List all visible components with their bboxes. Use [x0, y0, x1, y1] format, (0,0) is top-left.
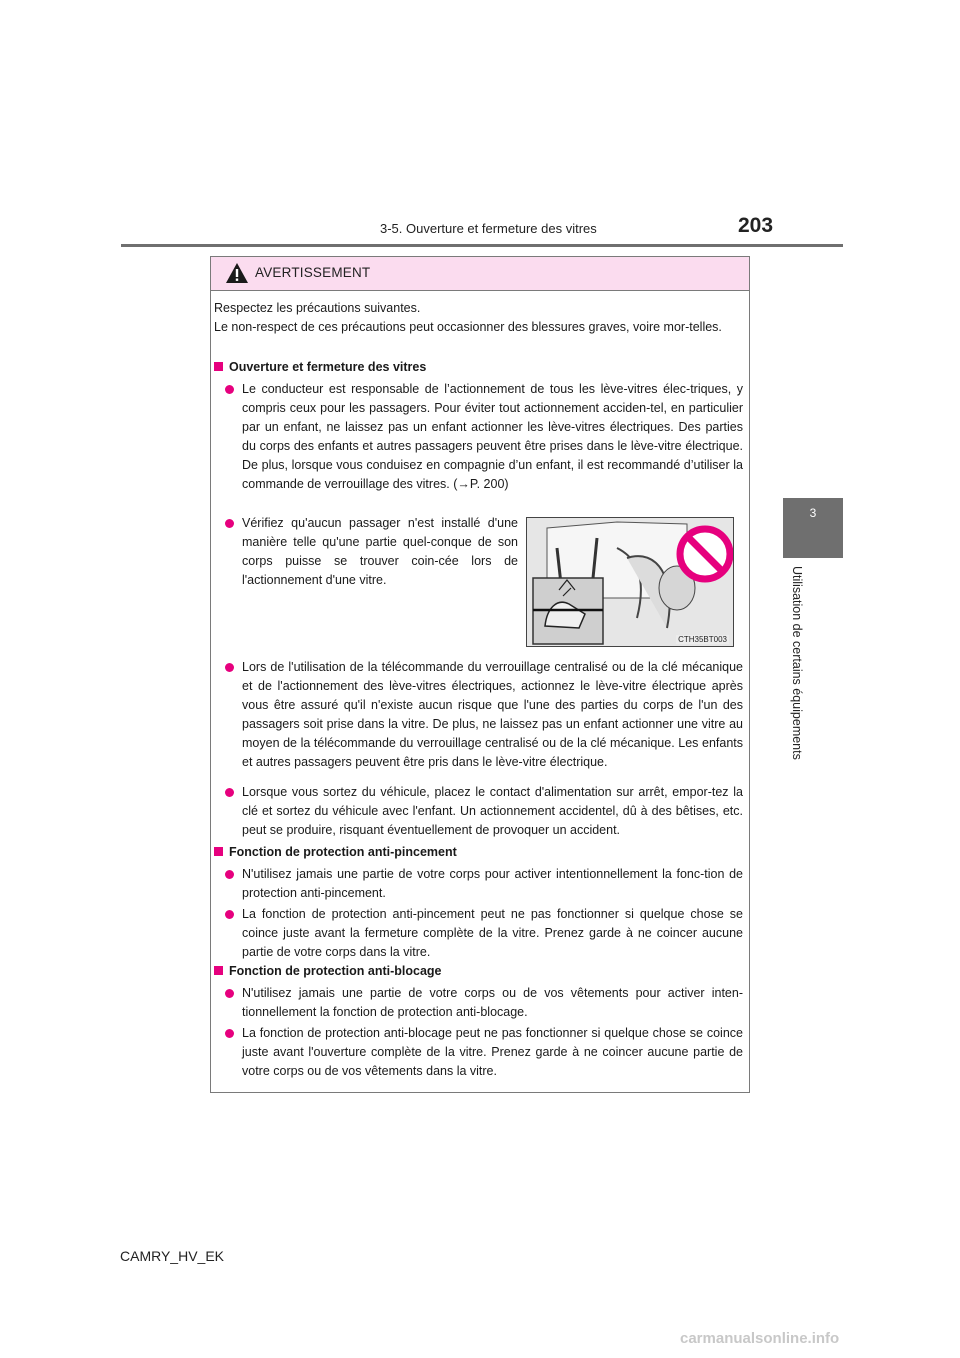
section-title-text: Fonction de protection anti-blocage — [229, 964, 442, 978]
section-square-icon — [214, 847, 223, 856]
chapter-title-vertical — [786, 566, 804, 796]
section-square-icon — [214, 966, 223, 975]
bullet-text: Le conducteur est responsable de l’actionnement de tous les lève-vitres élec-triques, y compris ceux pour les passagers. Pour éviter tout actionnement acciden-tel, en particulier par un enfant, ne laissez pas un enfant actionner les lève-vitres électriques. Des parties du corps des enfants et autres passagers peuvent être prises dans le lève-vitre électrique. De plus, lorsque vous conduisez en compagnie d’un enfant, il est recommandé d’utiliser la commande de verrouillage des vitres. (→P. 200) — [242, 382, 743, 491]
illustration-drawing — [527, 518, 734, 647]
bullet-text: N'utilisez jamais une partie de votre corps pour activer intentionnellement la fonc-tion de protection anti-pincement. — [242, 867, 743, 900]
chapter-number: 3 — [809, 506, 817, 520]
bullet-text: Lorsque vous sortez du véhicule, placez le contact d'alimentation sur arrêt, empor-tez la clé et sortez du véhicule avec l'enfant. Un actionnement accidentel, dû à des bêtises, etc. peut se produire, risquant éventuellement de provoquer un accident. — [242, 785, 743, 837]
header-section-title: 3-5. Ouverture et fermeture des vitres — [380, 221, 597, 236]
bullet-text: Lors de l'utilisation de la télécommande du verrouillage centralisé ou de la clé mécanique et de l'actionnement des lève-vitres électriques, actionnez le lève-vitre électrique après vous être assuré qu'il n'existe aucun risque que l'une des parties du corps de l'un des passagers soit prise dans la vitre. De plus, ne laissez pas un enfant actionner une vitre au moyen de la télécommande du verrouillage centralisé ou de la clé mécanique. Les enfants et autres passagers peuvent être pris dans le lève-vitre électrique. — [242, 660, 743, 769]
bullet-dot-icon — [225, 385, 234, 394]
bullet-dot-icon — [225, 910, 234, 919]
warning-triangle-icon — [225, 262, 249, 284]
warning-title: AVERTISSEMENT — [255, 265, 371, 280]
chapter-title: Utilisation de certains équipements — [790, 566, 804, 760]
section-title-text: Ouverture et fermeture des vitres — [229, 360, 427, 374]
section-title — [214, 962, 442, 981]
page-number: 203 — [738, 214, 774, 237]
warning-header — [211, 257, 749, 291]
footer-model-code: CAMRY_HV_EK — [120, 1248, 225, 1264]
illustration-code: CTH35BT003 — [678, 635, 727, 644]
header-rule — [121, 244, 843, 247]
bullet-text: Vérifiez qu'aucun passager n'est installé d'une manière telle qu'une partie quel-conque de son corps puisse se trouver coin-cée lors de l'actionnement d'une vitre. — [242, 516, 518, 587]
bullet-text: N'utilisez jamais une partie de votre corps ou de vos vêtements pour activer inten-tionnellement la fonction de protection anti-blocage. — [242, 986, 743, 1019]
bullet-text: La fonction de protection anti-blocage peut ne pas fonctionner si quelque chose se coince juste avant l'ouverture complète de la vitre. Prenez garde à ne coincer aucune partie de votre corps ou de vos vêtements dans la vitre. — [242, 1026, 743, 1078]
section-title — [214, 358, 426, 377]
bullet-dot-icon — [225, 870, 234, 879]
illustration-hand-window — [526, 517, 734, 647]
bullet-dot-icon — [225, 989, 234, 998]
bullet-dot-icon — [225, 788, 234, 797]
bullet-dot-icon — [225, 1029, 234, 1038]
intro-line-2: Le non-respect de ces précautions peut occasionner des blessures graves, voire mor-telles. — [214, 320, 722, 334]
bullet-text: La fonction de protection anti-pincement peut ne pas fonctionner si quelque chose se coince juste avant la fermeture complète de la vitre. Prenez garde à ne coincer aucune partie de votre corps dans la vitre. — [242, 907, 743, 959]
chapter-tab — [783, 498, 843, 558]
intro-line-1: Respectez les précautions suivantes. — [214, 301, 421, 315]
bullet-dot-icon — [225, 663, 234, 672]
footer-watermark: carmanualsonline.info — [680, 1330, 840, 1347]
section-title-text: Fonction de protection anti-pincement — [229, 845, 457, 859]
bullet-dot-icon — [225, 519, 234, 528]
section-square-icon — [214, 362, 223, 371]
section-title — [214, 843, 457, 862]
